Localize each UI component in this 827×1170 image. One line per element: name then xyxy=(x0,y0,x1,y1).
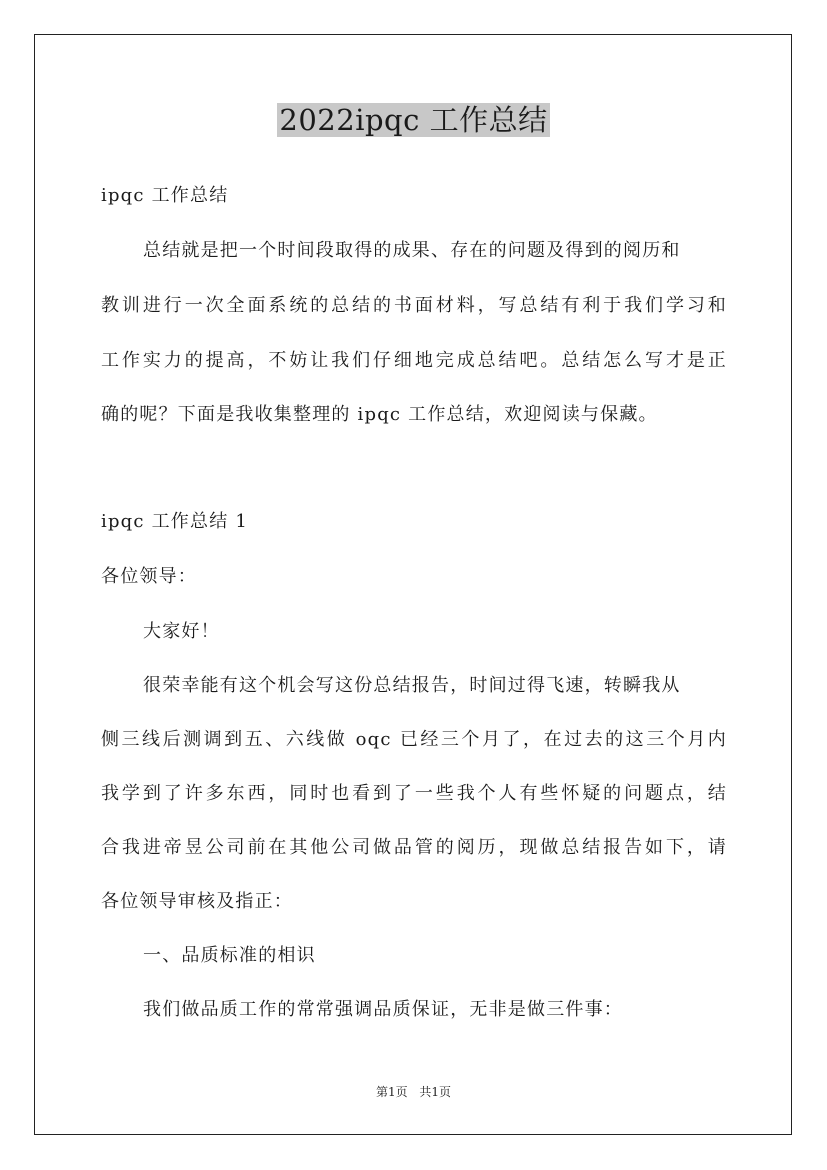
subheading: 一、品质标准的相识 xyxy=(143,945,316,966)
salutation: 各位领导： xyxy=(101,566,197,587)
intro-line: 教训进行一次全面系统的总结的书面材料，写总结有利于我们学习和 xyxy=(101,295,727,316)
page-number-current: 第1页 xyxy=(375,1085,408,1099)
body-line: 合我进帝昱公司前在其他公司做品管的阅历，现做总结报告如下，请 xyxy=(101,837,727,858)
body-line: 侧三线后测调到五、六线做 oqc 已经三个月了，在过去的这三个月内 xyxy=(101,729,727,750)
intro-heading: ipqc 工作总结 xyxy=(101,185,229,206)
body-line: 很荣幸能有这个机会写这份总结报告，时间过得飞速，转瞬我从 xyxy=(143,675,681,696)
body-line: 我们做品质工作的常常强调品质保证，无非是做三件事： xyxy=(143,999,623,1020)
body-line: 各位领导审核及指正： xyxy=(101,891,293,912)
page-number-total: 共1页 xyxy=(419,1085,452,1099)
intro-line: 总结就是把一个时间段取得的成果、存在的问题及得到的阅历和 xyxy=(143,240,681,261)
document-title-wrapper xyxy=(0,100,827,140)
intro-line: 工作实力的提高，不妨让我们仔细地完成总结吧。总结怎么写才是正 xyxy=(101,350,727,371)
document-title: 2022ipqc 工作总结 xyxy=(279,103,548,137)
section-heading: ipqc 工作总结 1 xyxy=(101,511,248,532)
body-line: 我学到了许多东西，同时也看到了一些我个人有些怀疑的问题点，结 xyxy=(101,783,727,804)
greeting: 大家好！ xyxy=(143,621,220,642)
page-footer xyxy=(0,1083,827,1100)
intro-line: 确的呢？下面是我收集整理的 ipqc 工作总结，欢迎阅读与保藏。 xyxy=(101,404,658,425)
